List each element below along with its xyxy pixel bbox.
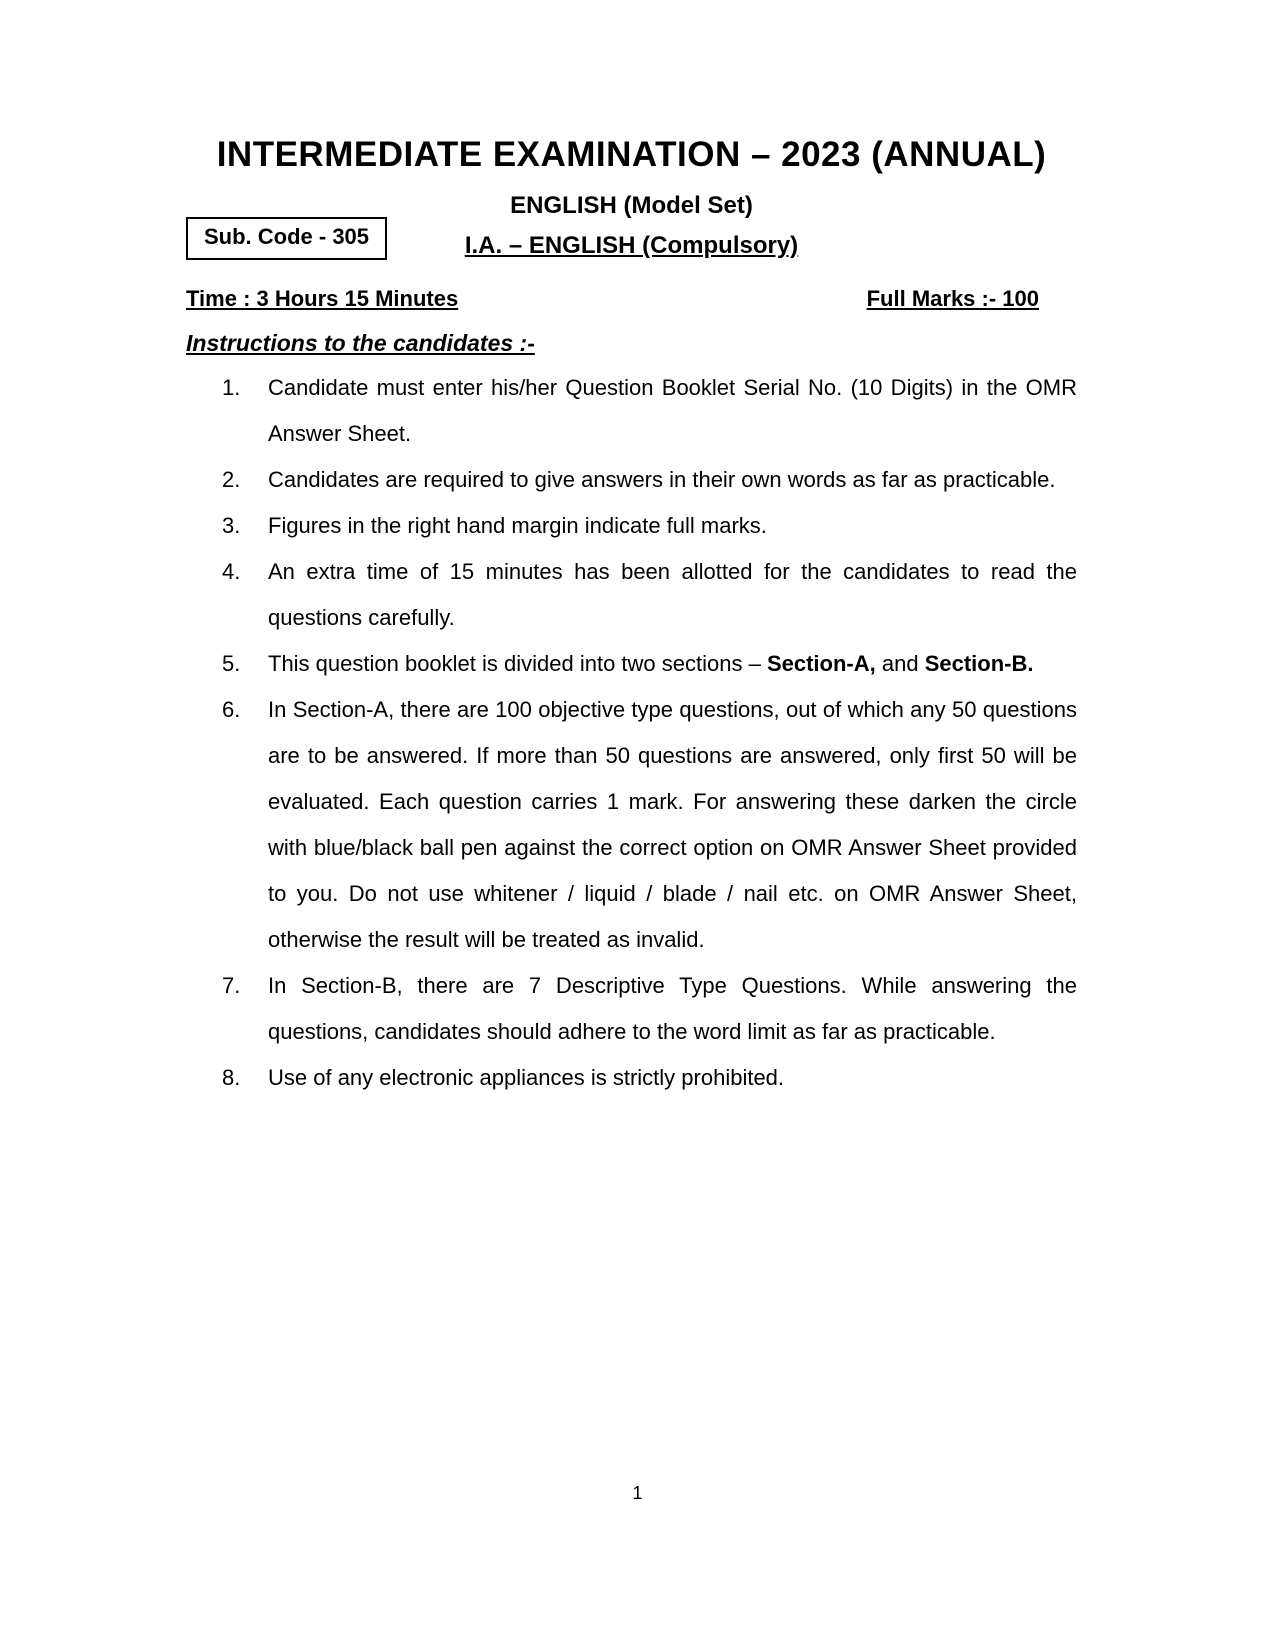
instruction-number: 6. [222,697,241,722]
instruction-text: An extra time of 15 minutes has been allotted for the candidates to read the questions carefully. [268,559,1077,630]
paper-title: I.A. – ENGLISH (Compulsory) [464,232,799,259]
instruction-number: 7. [222,973,241,998]
instructions-heading: Instructions to the candidates :- [186,330,535,356]
instruction-item-2 [186,457,1077,503]
instruction-text: Candidates are required to give answers in their own words as far as practicable. [268,467,1056,492]
page-title: INTERMEDIATE EXAMINATION – 2023 (ANNUAL) [216,135,1047,174]
full-marks: Full Marks :- 100 [866,286,1039,311]
instruction-number: 8. [222,1065,241,1090]
instruction-text-bold: Section-A, [766,651,876,676]
page-number: 1 [632,1483,643,1503]
instruction-text: In Section-A, there are 100 objective type questions, out of which any 50 questions are to be answered. If more than 50 questions are answered, only first 50 will be evaluated. Each question carries 1 mark. For answering these darken the circle with blue/black ball pen against the correct option on OMR Answer Sheet provided to you. Do not use whitener / liquid / blade / nail etc. on OMR Answer Sheet, otherwise the result will be treated as invalid. [268,697,1077,952]
meta-row [186,279,1077,319]
instruction-item-5 [186,641,1077,687]
instruction-item-7 [186,963,1077,1055]
instruction-item-3 [186,503,1077,549]
instruction-text-segment: This question booklet is divided into two sections – [268,651,767,676]
instruction-text-segment: and [875,651,925,676]
instruction-item-4 [186,549,1077,641]
instruction-text: In Section-B, there are 7 Descriptive Type Questions. While answering the questions, candidates should adhere to the word limit as far as practicable. [268,973,1077,1044]
instruction-text: Candidate must enter his/her Question Booklet Serial No. (10 Digits) in the OMR Answer Sheet. [268,375,1077,446]
exam-subtitle: ENGLISH (Model Set) [510,192,753,219]
instruction-item-8 [186,1055,1077,1101]
instruction-number: 3. [222,513,241,538]
instructions-list [186,365,1077,1101]
instruction-text: Figures in the right hand margin indicate full marks. [268,513,767,538]
instruction-text-bold: Section-B. [924,651,1034,676]
instruction-text: Use of any electronic appliances is strictly prohibited. [268,1065,785,1090]
instruction-number: 1. [222,375,241,400]
sub-code-box: Sub. Code - 305 [186,217,387,260]
header-middle [186,191,1077,261]
instruction-text [268,641,1077,687]
instruction-number: 4. [222,559,241,584]
instruction-number: 2. [222,467,241,492]
instruction-item-1 [186,365,1077,457]
instruction-number: 5. [222,651,241,676]
time-allowed: Time : 3 Hours 15 Minutes [186,286,459,311]
instruction-item-6 [186,687,1077,963]
